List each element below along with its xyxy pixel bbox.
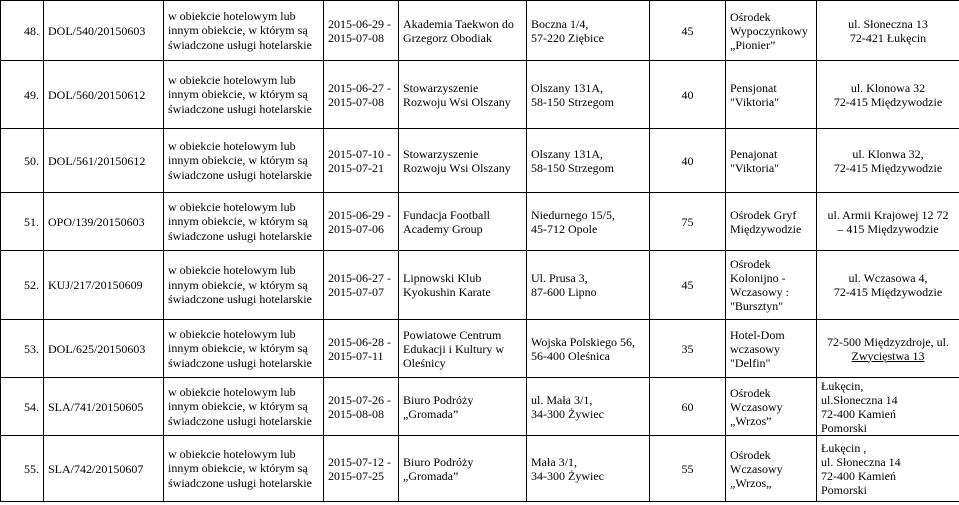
- venue-name: [726, 378, 817, 436]
- table-body: [1, 1, 959, 502]
- venue-address-line: 72-400 Kamień: [821, 406, 896, 421]
- row-number: 53.: [1, 320, 44, 378]
- accommodation-type: w obiekcie hotelowym lub innym obiekcie, w którym są świadczone usługi hotelarskie: [164, 129, 324, 193]
- venue-name-line: Pensjonat: [730, 80, 777, 95]
- organizer-line: Rozwoju Wsi Olszany: [403, 160, 511, 175]
- participant-count: 45: [650, 251, 726, 320]
- date-range-line: 2015-07-12 -: [328, 454, 391, 469]
- venue-name-line: "Bursztyn": [730, 299, 784, 313]
- venue-address-line: 72-415 Międzywodzie: [833, 285, 943, 299]
- organizer-address: [527, 251, 650, 320]
- date-range-line: 2015-07-25: [328, 468, 384, 483]
- organizer-line: Kyokushin Karate: [403, 285, 491, 299]
- venue-name-line: „Wrzos”: [730, 413, 772, 428]
- participant-count: 55: [650, 436, 726, 502]
- organizer-line: Academy Group: [403, 221, 483, 236]
- organizer-line: Stowarzyszenie: [403, 146, 479, 161]
- venue-name-line: Wczasowy :: [730, 285, 789, 299]
- organizer-address-line: Olszany 131A,: [531, 80, 603, 95]
- venue-address-line: Pomorski: [821, 482, 868, 497]
- date-range-line: 2015-07-08: [328, 94, 384, 109]
- organizer-line: „Gromada”: [403, 468, 459, 483]
- venue-address-line: ul. Słoneczna 13: [848, 16, 928, 31]
- venue-name: [726, 1, 817, 61]
- organizer-address: [527, 193, 650, 251]
- participant-count: 45: [650, 1, 726, 61]
- date-range-line: 2015-06-29 -: [328, 16, 391, 31]
- accommodation-type: w obiekcie hotelowym lub innym obiekcie, w którym są świadczone usługi hotelarskie: [164, 61, 324, 129]
- venue-name: [726, 61, 817, 129]
- venue-address: [817, 61, 959, 129]
- accommodation-type: w obiekcie hotelowym lub innym obiekcie, w którym są świadczone usługi hotelarskie: [164, 378, 324, 436]
- date-range: [324, 129, 399, 193]
- date-range-line: 2015-06-28 -: [328, 334, 391, 349]
- venue-name-line: Wypoczynkowy: [730, 23, 808, 38]
- venue-name-line: "Viktoria": [730, 160, 780, 175]
- table-row: [1, 193, 959, 251]
- organizer-line: Fundacja Football: [403, 207, 490, 222]
- venue-address-line: Zwycięstwa 13: [851, 348, 925, 363]
- row-number: 54.: [1, 378, 44, 436]
- date-range-line: 2015-07-11: [328, 348, 384, 363]
- venue-name-line: Wczasowy: [730, 461, 783, 476]
- participant-count: 60: [650, 378, 726, 436]
- date-range-line: 2015-06-27 -: [328, 80, 391, 95]
- venue-address-line: ul. Klonowa 32: [850, 80, 926, 95]
- venue-address: [817, 193, 959, 251]
- organizer-address: [527, 129, 650, 193]
- venue-name-line: Ośrodek Gryf: [730, 207, 797, 222]
- organizer-address-line: 34-300 Żywiec: [531, 406, 604, 421]
- venue-address-line: 72-400 Kamień: [821, 468, 896, 483]
- row-number: 49.: [1, 61, 44, 129]
- table-row: [1, 61, 959, 129]
- organizer: [399, 61, 527, 129]
- venue-name-line: Ośrodek: [730, 385, 771, 400]
- date-range-line: 2015-07-10 -: [328, 146, 391, 161]
- reference-number: DOL/540/20150603: [44, 1, 164, 61]
- organizer-address: [527, 378, 650, 436]
- reference-number: DOL/560/20150612: [44, 61, 164, 129]
- organizer: [399, 251, 527, 320]
- venue-name-line: "Delfin": [730, 355, 771, 370]
- organizer-address-line: 34-300 Żywiec: [531, 468, 604, 483]
- table-row: [1, 1, 959, 61]
- venue-address-line: ul. Wczasowa 4,: [848, 271, 928, 285]
- participant-count: 40: [650, 61, 726, 129]
- date-range-line: 2015-06-27 -: [328, 271, 391, 285]
- organizer-address-line: 56-400 Oleśnica: [531, 348, 610, 363]
- venue-name-line: Ośrodek: [730, 447, 771, 462]
- organizer-address-line: 58-150 Strzegom: [531, 94, 614, 109]
- organizer-address-line: Olszany 131A,: [531, 146, 603, 161]
- organizer-line: Edukacji i Kultury w: [403, 341, 504, 356]
- organizer-line: Lipnowski Klub: [403, 271, 482, 285]
- venue-name-line: Ośrodek: [730, 9, 771, 24]
- venue-name-line: Penajonat: [730, 146, 778, 161]
- venue-name-line: "Viktoria": [730, 94, 780, 109]
- table-row: [1, 378, 959, 436]
- organizer-address-line: 57-220 Ziębice: [531, 30, 604, 45]
- organizer: [399, 1, 527, 61]
- organizer-address-line: 45-712 Opole: [531, 221, 598, 236]
- venue-name-line: „Pionier”: [730, 37, 776, 52]
- organizer-line: Rozwoju Wsi Olszany: [403, 94, 511, 109]
- table-row: [1, 251, 959, 320]
- venue-address: [817, 1, 959, 61]
- participant-count: 40: [650, 129, 726, 193]
- venue-address: [817, 320, 959, 378]
- organizer-address-line: ul. Mała 3/1,: [531, 392, 593, 407]
- venue-name-line: „Wrzos„: [730, 475, 772, 490]
- reference-number: OPO/139/20150603: [44, 193, 164, 251]
- venue-name-line: Hotel-Dom: [730, 327, 785, 342]
- organizer-line: Grzegorz Obodiak: [403, 30, 492, 45]
- organizer-line: Oleśnicy: [403, 355, 446, 370]
- date-range-line: 2015-07-07: [328, 285, 384, 299]
- organizer-address-line: Niedurnego 15/5,: [531, 207, 615, 222]
- organizer-address-line: Wojska Polskiego 56,: [531, 334, 636, 349]
- reference-number: KUJ/217/20150609: [44, 251, 164, 320]
- row-number: 55.: [1, 436, 44, 502]
- venue-name: [726, 320, 817, 378]
- venue-address-line: Łukęcin ,: [821, 440, 867, 455]
- venue-name-line: Ośrodek: [730, 257, 771, 271]
- venue-name-line: Wczasowy: [730, 399, 783, 414]
- date-range: [324, 1, 399, 61]
- accommodation-type: w obiekcie hotelowym lub innym obiekcie, w którym są świadczone usługi hotelarskie: [164, 193, 324, 251]
- date-range: [324, 251, 399, 320]
- date-range: [324, 378, 399, 436]
- row-number: 50.: [1, 129, 44, 193]
- venue-address-line: 72-421 Łukęcin: [849, 30, 927, 45]
- venue-name: [726, 436, 817, 502]
- venue-name-line: Międzywodzie: [730, 221, 802, 236]
- venue-address-line: 72-415 Międzywodzie: [833, 94, 943, 109]
- date-range-line: 2015-07-21: [328, 160, 384, 175]
- table-row: [1, 320, 959, 378]
- accommodation-type: w obiekcie hotelowym lub innym obiekcie, w którym są świadczone usługi hotelarskie: [164, 251, 324, 320]
- venue-address: [817, 436, 959, 502]
- organizer-line: Powiatowe Centrum: [403, 327, 502, 342]
- date-range: [324, 193, 399, 251]
- reference-number: SLA/742/20150607: [44, 436, 164, 502]
- venue-address-line: ul.Słoneczna 14: [821, 392, 898, 407]
- venue-address-line: ul. Słoneczna 14: [821, 454, 901, 469]
- venue-name: [726, 193, 817, 251]
- venue-name-line: Kolonijno -: [730, 271, 786, 285]
- organizer-address-line: 87-600 Lipno: [531, 285, 597, 299]
- organizer-line: Biuro Podróży: [403, 392, 474, 407]
- table-row: [1, 129, 959, 193]
- participant-count: 35: [650, 320, 726, 378]
- row-number: 52.: [1, 251, 44, 320]
- organizer-line: Akademia Taekwon do: [403, 16, 514, 31]
- venue-address: [817, 378, 959, 436]
- date-range-line: 2015-07-26 -: [328, 392, 391, 407]
- accommodation-type: w obiekcie hotelowym lub innym obiekcie, w którym są świadczone usługi hotelarskie: [164, 436, 324, 502]
- venue-address-line: 72-415 Międzywodzie: [833, 160, 943, 175]
- organizer: [399, 436, 527, 502]
- organizer-line: Stowarzyszenie: [403, 80, 479, 95]
- organizer: [399, 378, 527, 436]
- organizer-address: [527, 1, 650, 61]
- organizer-address-line: Mała 3/1,: [531, 454, 577, 469]
- reference-number: DOL/561/20150612: [44, 129, 164, 193]
- row-number: 51.: [1, 193, 44, 251]
- organizer-address: [527, 436, 650, 502]
- organizer: [399, 129, 527, 193]
- date-range: [324, 61, 399, 129]
- venue-address: [817, 129, 959, 193]
- venue-name: [726, 129, 817, 193]
- date-range: [324, 436, 399, 502]
- reference-number: SLA/741/20150605: [44, 378, 164, 436]
- venue-address-line: 72-500 Międzyzdroje, ul.: [827, 334, 949, 349]
- date-range-line: 2015-06-29 -: [328, 207, 391, 222]
- organizer: [399, 193, 527, 251]
- date-range-line: 2015-08-08: [328, 406, 384, 421]
- organizer-line: Biuro Podróży: [403, 454, 474, 469]
- venue-address-line: ul. Klonwa 32,: [852, 146, 924, 161]
- date-range-line: 2015-07-06: [328, 221, 384, 236]
- table-row: [1, 436, 959, 502]
- organizer-address: [527, 61, 650, 129]
- accommodation-type: w obiekcie hotelowym lub innym obiekcie, w którym są świadczone usługi hotelarskie: [164, 1, 324, 61]
- participant-count: 75: [650, 193, 726, 251]
- date-range-line: 2015-07-08: [328, 30, 384, 45]
- organizer: [399, 320, 527, 378]
- date-range: [324, 320, 399, 378]
- reference-number: DOL/625/20150603: [44, 320, 164, 378]
- organizer-address-line: 58-150 Strzegom: [531, 160, 614, 175]
- row-number: 48.: [1, 1, 44, 61]
- venue-address-line: ul. Armii Krajowej 12 72: [827, 207, 949, 222]
- venue-name: [726, 251, 817, 320]
- venue-name-line: wczasowy: [730, 341, 780, 356]
- venue-address-line: – 415 Międzywodzie: [837, 221, 939, 236]
- organizer-address-line: Ul. Prusa 3,: [531, 271, 588, 285]
- organizer-address-line: Boczna 1/4,: [531, 16, 589, 31]
- venue-address: [817, 251, 959, 320]
- accommodation-type: w obiekcie hotelowym lub innym obiekcie, w którym są świadczone usługi hotelarskie: [164, 320, 324, 378]
- organizer-line: „Gromada”: [403, 406, 459, 421]
- venue-address-line: Pomorski: [821, 420, 868, 435]
- venue-address-line: Łukęcin,: [821, 378, 864, 393]
- organizer-address: [527, 320, 650, 378]
